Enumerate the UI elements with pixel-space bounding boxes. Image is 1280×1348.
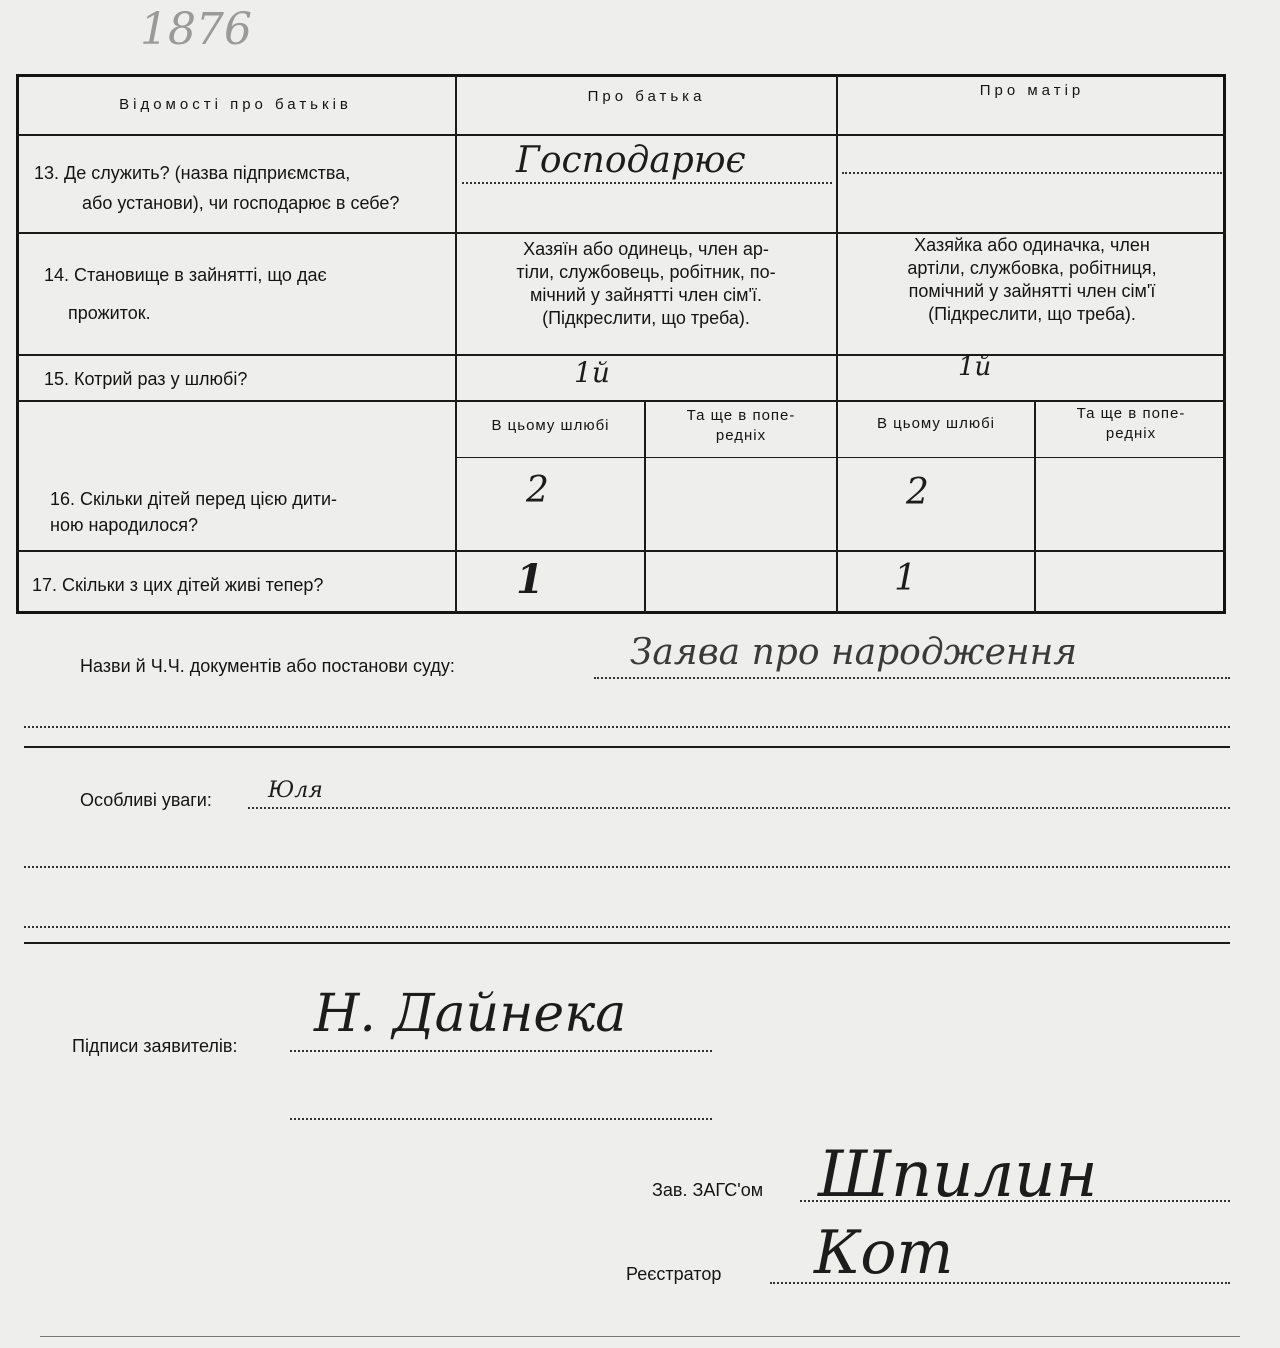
father-option-line: (Підкреслити, що треба). bbox=[542, 308, 750, 328]
question-16 bbox=[50, 486, 450, 538]
documents-fill-line-2 bbox=[24, 726, 1230, 728]
mother-option-line: (Підкреслити, що треба). bbox=[928, 304, 1136, 324]
head-registry-label: Зав. ЗАГС'ом bbox=[652, 1180, 764, 1200]
rule-row16-bottom bbox=[16, 550, 1226, 552]
mother-option-line: помічний у зайнятті член сім'ї bbox=[908, 281, 1156, 301]
documents-value: Заява про народження bbox=[630, 632, 1078, 673]
question-14-line1: 14. Становище в зайнятті, що дає bbox=[44, 265, 327, 285]
father-option-line: мічний у зайнятті член сім'ї. bbox=[530, 285, 762, 305]
documents-label: Назви й Ч.Ч. документів або постанови суду: bbox=[80, 656, 455, 676]
mother-children-alive: 1 bbox=[894, 558, 917, 599]
mother-occupation-options bbox=[842, 234, 1222, 326]
rule-subheader-bottom bbox=[455, 457, 1226, 458]
header-mother: Про матір bbox=[979, 82, 1085, 99]
mother-marriage-count: 1й bbox=[958, 352, 992, 382]
documents-fill-line bbox=[594, 677, 1230, 679]
notes-fill-line-2 bbox=[24, 866, 1230, 868]
father-children-born: 2 bbox=[526, 470, 549, 511]
applicants-signature-line-2 bbox=[290, 1118, 712, 1120]
notes-fill-line bbox=[248, 807, 1230, 809]
father-option-line: тіли, службовець, робітник, по- bbox=[516, 262, 776, 282]
mother-previous-line2: редніх bbox=[1105, 425, 1157, 442]
rule-header-bottom bbox=[16, 134, 1226, 136]
father-this-marriage-header: В цьому шлюбі bbox=[491, 417, 610, 434]
applicants-signature-line bbox=[290, 1050, 712, 1052]
page-bottom-edge bbox=[40, 1336, 1240, 1337]
rule-row15-bottom bbox=[16, 400, 1226, 402]
mother-this-marriage-header: В цьому шлюбі bbox=[876, 415, 996, 432]
header-father: Про батька bbox=[587, 88, 706, 105]
row13-father-fill-line bbox=[462, 182, 832, 184]
question-13 bbox=[34, 158, 454, 218]
registrar-label: Реєстратор bbox=[626, 1264, 722, 1284]
applicants-signature: Н. Дайнека bbox=[314, 984, 627, 1044]
head-registry-signature: Шпилин bbox=[818, 1138, 1098, 1212]
question-17: 17. Скільки з цих дітей живі тепер? bbox=[32, 575, 324, 595]
father-previous-header bbox=[646, 406, 836, 446]
notes-value: Юля bbox=[268, 778, 323, 803]
notes-fill-line-3 bbox=[24, 926, 1230, 928]
question-13-line2: або установи), чи господарює в себе? bbox=[82, 193, 400, 213]
question-14 bbox=[44, 260, 444, 328]
father-previous-line1: Та ще в попе- bbox=[686, 407, 796, 424]
father-children-alive: 1 bbox=[516, 556, 544, 603]
section-rule-1 bbox=[24, 746, 1230, 748]
question-16-line1: 16. Скільки дітей перед цією дити- bbox=[50, 489, 338, 509]
rule-row14-bottom bbox=[16, 354, 1226, 356]
row13-mother-fill-line bbox=[842, 172, 1222, 174]
question-15: 15. Котрий раз у шлюбі? bbox=[44, 369, 248, 389]
archive-number: 1876 bbox=[140, 4, 252, 55]
mother-option-line: артіли, службовка, робітниця, bbox=[907, 258, 1157, 278]
mother-previous-line1: Та ще в попе- bbox=[1076, 405, 1186, 422]
divider-info-father bbox=[455, 74, 457, 614]
father-occupation-options bbox=[460, 238, 832, 330]
applicants-signature-label: Підписи заявителів: bbox=[72, 1036, 238, 1056]
father-marriage-count: 1й bbox=[574, 356, 610, 389]
section-rule-2 bbox=[24, 942, 1230, 944]
father-option-line: Хазяїн або одинець, член ар- bbox=[523, 239, 769, 259]
registrar-signature: Кот bbox=[814, 1218, 954, 1288]
question-16-line2: ною народилося? bbox=[50, 515, 199, 535]
father-previous-line2: редніх bbox=[715, 427, 767, 444]
question-13-line1: 13. Де служить? (назва підприємства, bbox=[34, 163, 351, 183]
father-workplace-answer: Господарює bbox=[516, 140, 746, 181]
question-14-line2: прожиток. bbox=[68, 303, 151, 323]
notes-label: Особливі уваги: bbox=[80, 790, 212, 810]
mother-children-born: 2 bbox=[906, 472, 929, 513]
divider-father-mother bbox=[836, 74, 838, 614]
header-info: Відомості про батьків bbox=[119, 96, 352, 113]
mother-previous-header bbox=[1036, 404, 1226, 444]
mother-option-line: Хазяйка або одиначка, член bbox=[914, 235, 1150, 255]
